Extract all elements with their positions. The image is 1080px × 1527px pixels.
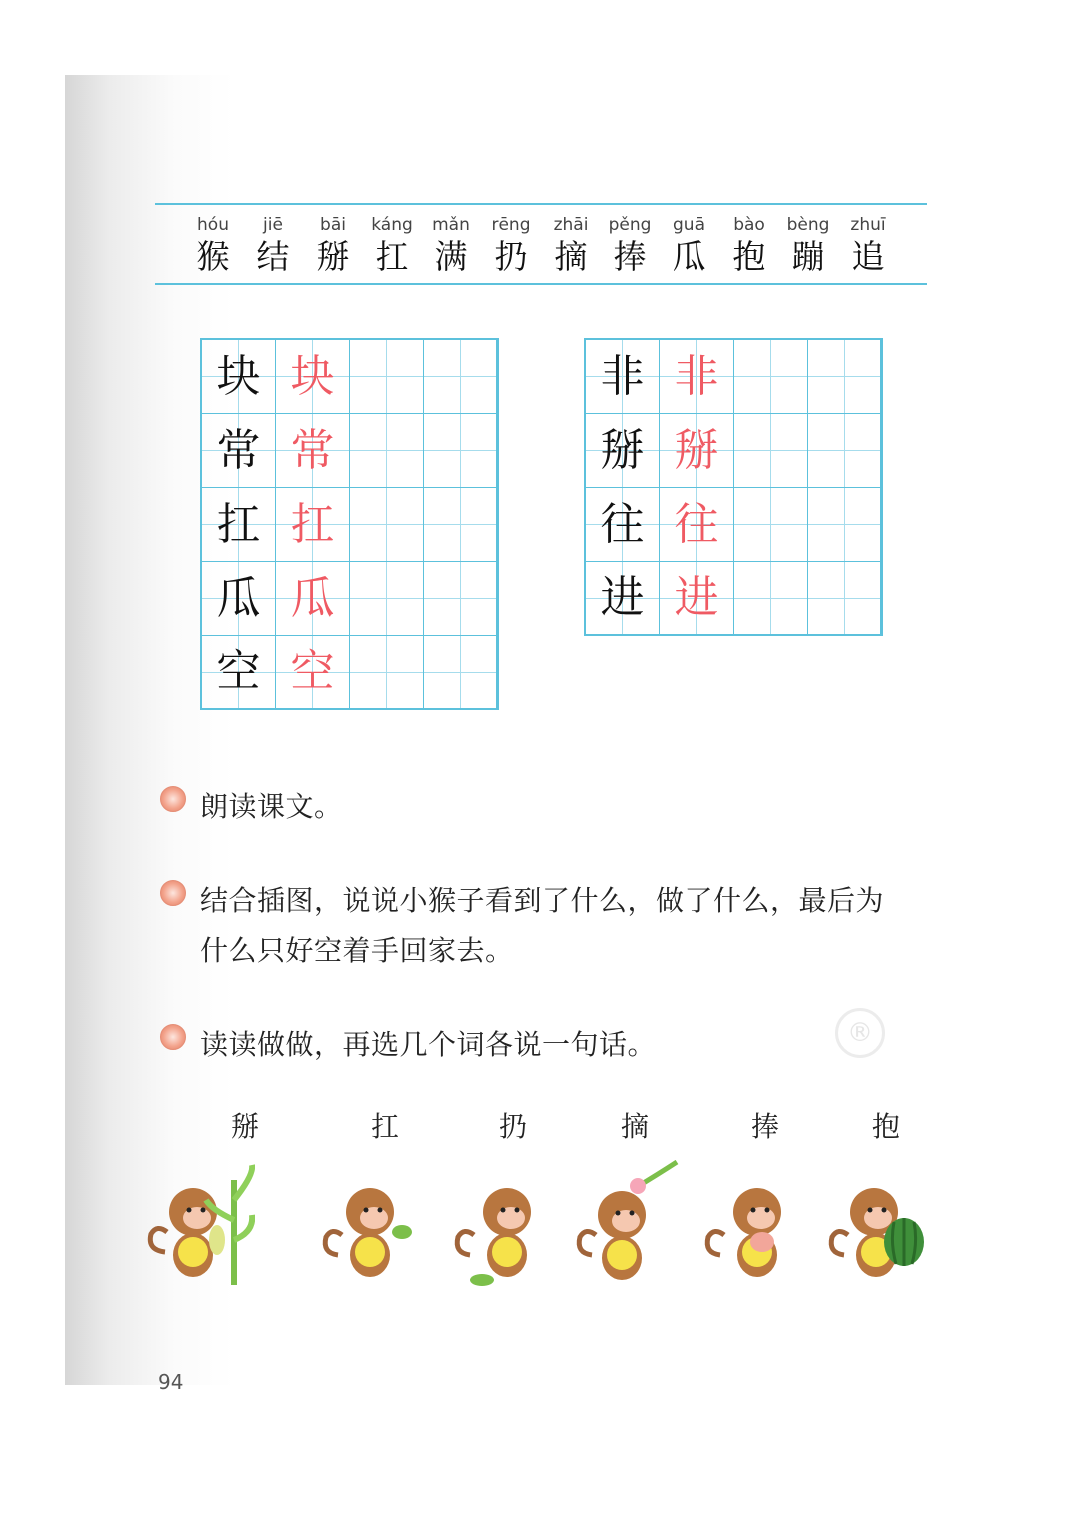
monkey-holding-watermelon-illustration (702, 1160, 812, 1290)
pinyin: bāi (320, 215, 346, 235)
model-char: 瓜 (202, 562, 276, 636)
task-item (160, 1020, 656, 1070)
pinyin: bèng (786, 215, 830, 235)
writing-grid-right (584, 338, 883, 636)
practice-cell[interactable] (808, 414, 881, 488)
hanzi: 扔 (494, 237, 528, 276)
task-text (200, 782, 343, 832)
task-item (160, 782, 343, 832)
pinyin: mǎn (432, 215, 470, 235)
task-text (200, 1020, 656, 1070)
task-line: 结合插图，说说小猴子看到了什么，做了什么，最后为 (200, 884, 885, 917)
pinyin: káng (371, 215, 413, 235)
hanzi: 蹦 (791, 237, 825, 276)
task-bullet-icon (160, 880, 186, 906)
hanzi: 掰 (316, 237, 350, 276)
practice-cell[interactable] (808, 562, 881, 634)
pinyin: pěng (608, 215, 652, 235)
registered-mark: ® (835, 1008, 885, 1058)
pinyin-item (362, 213, 422, 277)
practice-cell[interactable] (424, 562, 497, 636)
model-char: 掰 (586, 414, 660, 488)
practice-cell[interactable] (734, 488, 808, 562)
hanzi: 结 (256, 237, 290, 276)
hanzi: 抱 (732, 237, 766, 276)
practice-cell[interactable] (734, 562, 808, 634)
trace-char: 扛 (276, 488, 350, 562)
action-word: 掰 (230, 1110, 259, 1143)
pinyin-item (481, 213, 541, 277)
task-bullet-icon (160, 1024, 186, 1050)
hanzi: 扛 (375, 237, 409, 276)
pinyin-item (778, 213, 838, 277)
model-char: 常 (202, 414, 276, 488)
writing-grid-left (200, 338, 499, 710)
top-rule (155, 203, 927, 205)
trace-char: 往 (660, 488, 734, 562)
monkey-carrying-illustration (320, 1160, 430, 1290)
model-char: 往 (586, 488, 660, 562)
pinyin-item (719, 213, 779, 277)
action-word: 抱 (871, 1110, 900, 1143)
hanzi: 瓜 (672, 237, 706, 276)
task-item (160, 876, 884, 976)
pinyin: bào (733, 215, 765, 235)
pinyin-item (183, 213, 243, 277)
practice-cell[interactable] (350, 340, 424, 414)
practice-cell[interactable] (424, 340, 497, 414)
monkey-throwing-illustration (452, 1160, 562, 1290)
hanzi: 追 (851, 237, 885, 276)
practice-cell[interactable] (808, 488, 881, 562)
trace-char: 进 (660, 562, 734, 634)
action-word: 摘 (620, 1110, 649, 1143)
monkey-hugging-watermelon-illustration (826, 1160, 936, 1290)
action-word: 扛 (370, 1110, 399, 1143)
practice-cell[interactable] (734, 414, 808, 488)
model-char: 进 (586, 562, 660, 634)
model-char: 扛 (202, 488, 276, 562)
trace-char: 掰 (660, 414, 734, 488)
pinyin-item (600, 213, 660, 277)
model-char: 空 (202, 636, 276, 708)
practice-cell[interactable] (424, 488, 497, 562)
model-char: 块 (202, 340, 276, 414)
trace-char: 空 (276, 636, 350, 708)
model-char: 非 (586, 340, 660, 414)
pinyin: guā (673, 215, 705, 235)
trace-char: 常 (276, 414, 350, 488)
hanzi: 满 (434, 237, 468, 276)
task-line: 什么只好空着手回家去。 (200, 934, 514, 967)
trace-char: 块 (276, 340, 350, 414)
practice-cell[interactable] (350, 488, 424, 562)
task-line: 读读做做，再选几个词各说一句话。 (200, 1028, 657, 1061)
trace-char: 瓜 (276, 562, 350, 636)
action-word: 扔 (498, 1110, 527, 1143)
pinyin: hóu (197, 215, 229, 235)
trace-char: 非 (660, 340, 734, 414)
hanzi: 摘 (554, 237, 588, 276)
page-number: 94 (158, 1370, 184, 1394)
hanzi: 捧 (613, 237, 647, 276)
practice-cell[interactable] (808, 340, 881, 414)
task-bullet-icon (160, 786, 186, 812)
practice-cell[interactable] (350, 414, 424, 488)
task-line: 朗读课文。 (200, 790, 343, 823)
pinyin: jiē (263, 215, 283, 235)
practice-cell[interactable] (734, 340, 808, 414)
practice-cell[interactable] (350, 636, 424, 708)
monkey-breaking-corn-illustration (145, 1160, 255, 1290)
practice-cell[interactable] (350, 562, 424, 636)
pinyin: rēng (491, 215, 531, 235)
task-text (200, 876, 884, 976)
pinyin-item (421, 213, 481, 277)
pinyin-item (303, 213, 363, 277)
practice-cell[interactable] (424, 636, 497, 708)
pinyin: zhāi (553, 215, 589, 235)
pinyin-item (243, 213, 303, 277)
hanzi: 猴 (196, 237, 230, 276)
practice-cell[interactable] (424, 414, 497, 488)
pinyin-item (659, 213, 719, 277)
pinyin: zhuī (850, 215, 886, 235)
pinyin-item (541, 213, 601, 277)
bottom-rule (155, 283, 927, 285)
pinyin-item (838, 213, 898, 277)
action-word: 捧 (750, 1110, 779, 1143)
monkey-picking-peach-illustration (572, 1160, 682, 1290)
